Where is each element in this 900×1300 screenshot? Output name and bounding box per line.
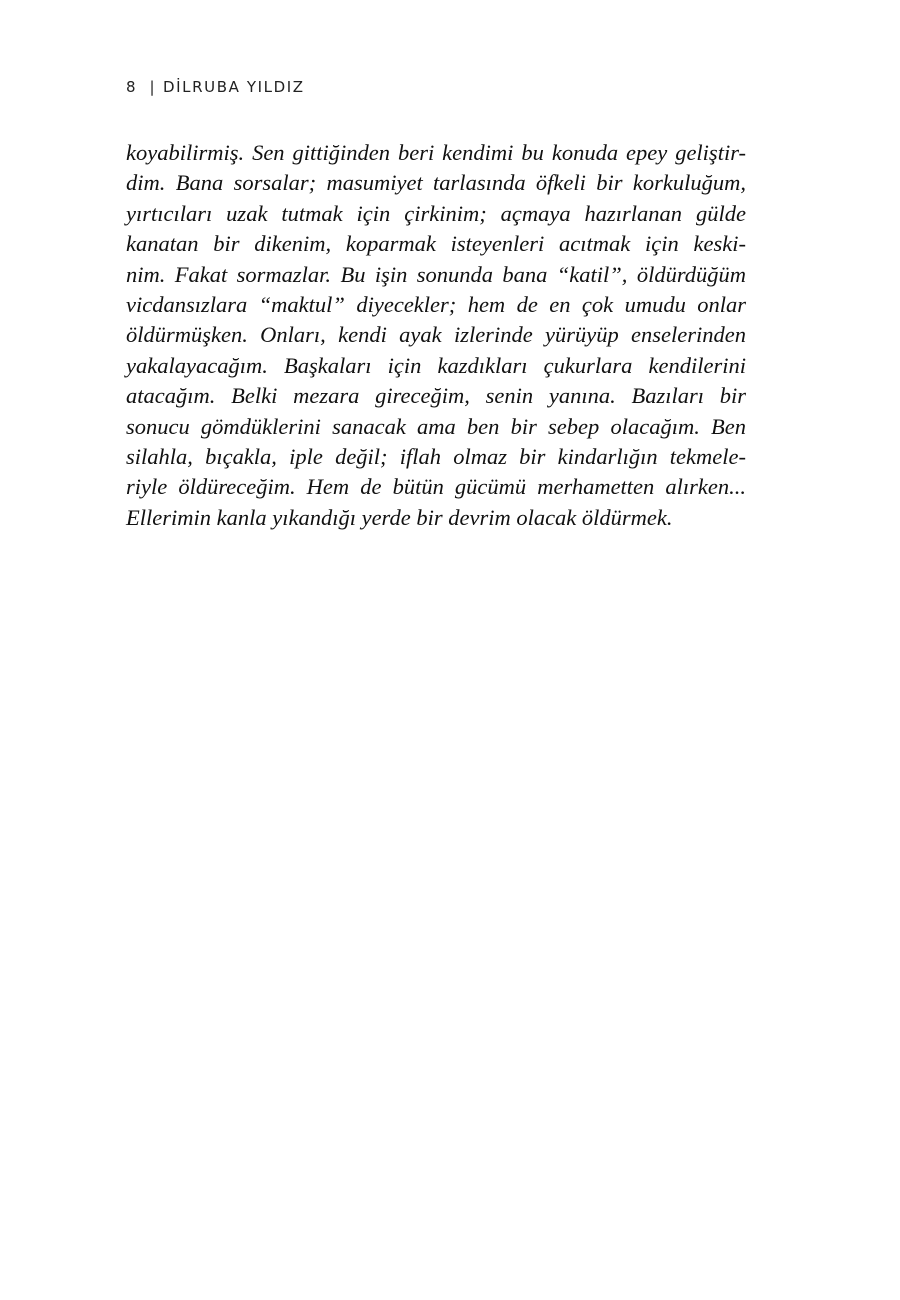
page-number: 8 [126, 78, 138, 96]
text-line: dim. Bana sorsalar; masumiyet tarlasında öfkeli bir korkuluğum, [126, 170, 746, 196]
author-name: DİLRUBA YILDIZ [162, 78, 305, 96]
running-header [126, 78, 305, 96]
text-line: yırtıcıları uzak tutmak için çirkinim; açmaya hazırlanan gülde [126, 200, 746, 226]
text-line: vicdansızlara “maktul” diyecekler; hem de en çok umudu onlar [126, 291, 746, 317]
text-line: atacağım. Belki mezara gireceğim, senin yanına. Bazıları bir [126, 383, 746, 409]
text-line: Ellerimin kanla yıkandığı yerde bir devrim olacak öldürmek. [126, 504, 673, 530]
text-line: yakalayacağım. Başkaları için kazdıkları çukurlara kendilerini [126, 352, 746, 378]
text-line: koyabilirmiş. Sen gittiğinden beri kendimi bu konuda epey geliştir- [126, 140, 746, 165]
text-line: silahla, bıçakla, iple değil; iflah olmaz bir kindarlığın tekmele- [126, 443, 746, 469]
text-line: sonucu gömdüklerini sanacak ama ben bir sebep olacağım. Ben [126, 413, 746, 439]
text-line: öldürmüşken. Onları, kendi ayak izlerinde yürüyüp enselerinden [126, 322, 746, 348]
text-line: nim. Fakat sormazlar. Bu işin sonunda bana “katil”, öldürdüğüm [126, 261, 746, 287]
text-line: kanatan bir dikenim, koparmak isteyenleri acıtmak için keski- [126, 231, 746, 257]
body-paragraph [126, 138, 746, 533]
text-line: riyle öldüreceğim. Hem de bütün gücümü merhametten alırken... [126, 474, 746, 500]
header-separator: | [149, 78, 155, 96]
